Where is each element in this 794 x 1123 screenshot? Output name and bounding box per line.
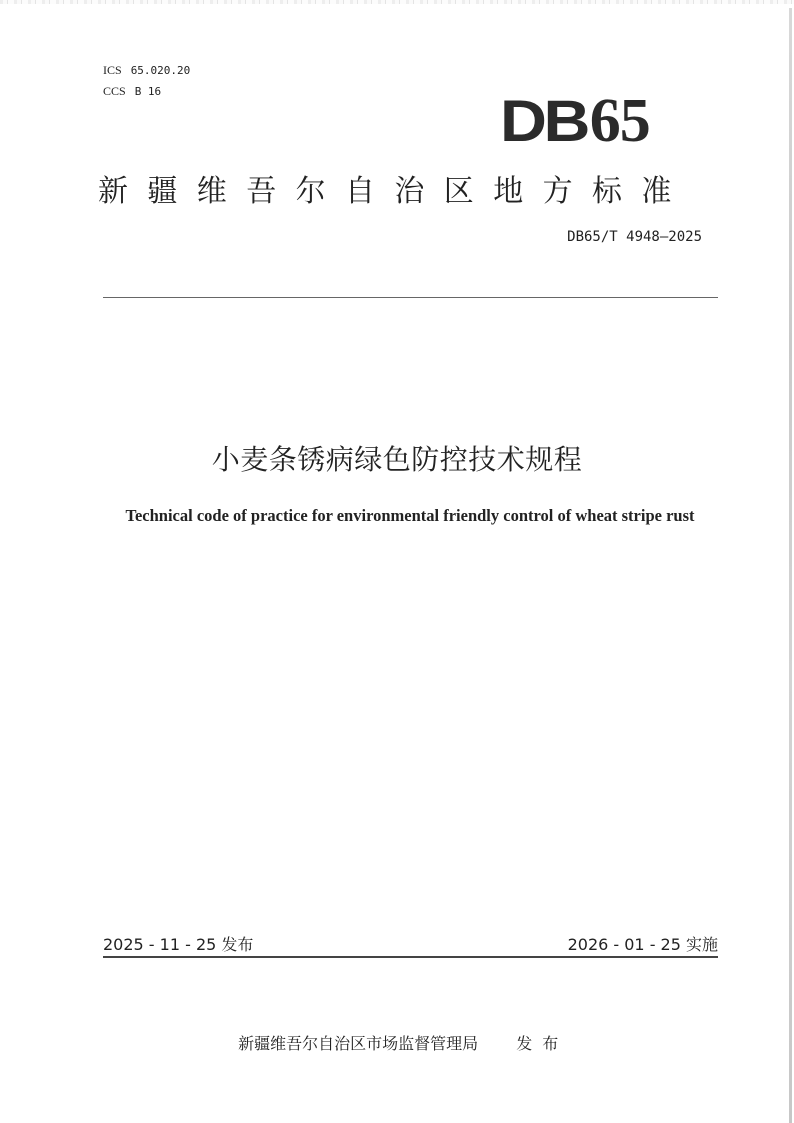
ics-code [103,60,190,81]
standard-code: DB65/T 4948—2025 [567,229,702,245]
publisher-name: 新疆维吾尔自治区市场监督管理局 [238,1034,479,1053]
classification-codes [103,60,190,102]
document-title-english: Technical code of practice for environmental friendly control of wheat stripe rust [125,506,695,525]
logo-db: DB [500,89,588,154]
divider-top [103,297,718,298]
divider-bottom [103,956,718,958]
document-title-chinese: 小麦条锈病绿色防控技术规程 [211,443,583,476]
ccs-value: B 16 [134,85,162,98]
issue-date: 2025 - 11 - 25 发布 [103,935,254,954]
db65-logo [500,87,650,155]
ccs-label: CCS [103,84,126,98]
implementation-date: 2026 - 01 - 25 实施 [567,935,718,954]
logo-number: 65 [589,87,650,155]
scan-edge-top [0,0,794,4]
ics-value: 65.020.20 [130,64,191,77]
scan-edge-right [789,8,792,1123]
standard-type-heading: 新疆维吾尔自治区地方标准 [98,174,691,209]
publisher-line [228,1012,568,1054]
publish-action: 发布 [516,1034,569,1053]
ics-label: ICS [103,63,122,77]
ccs-code [103,81,190,102]
